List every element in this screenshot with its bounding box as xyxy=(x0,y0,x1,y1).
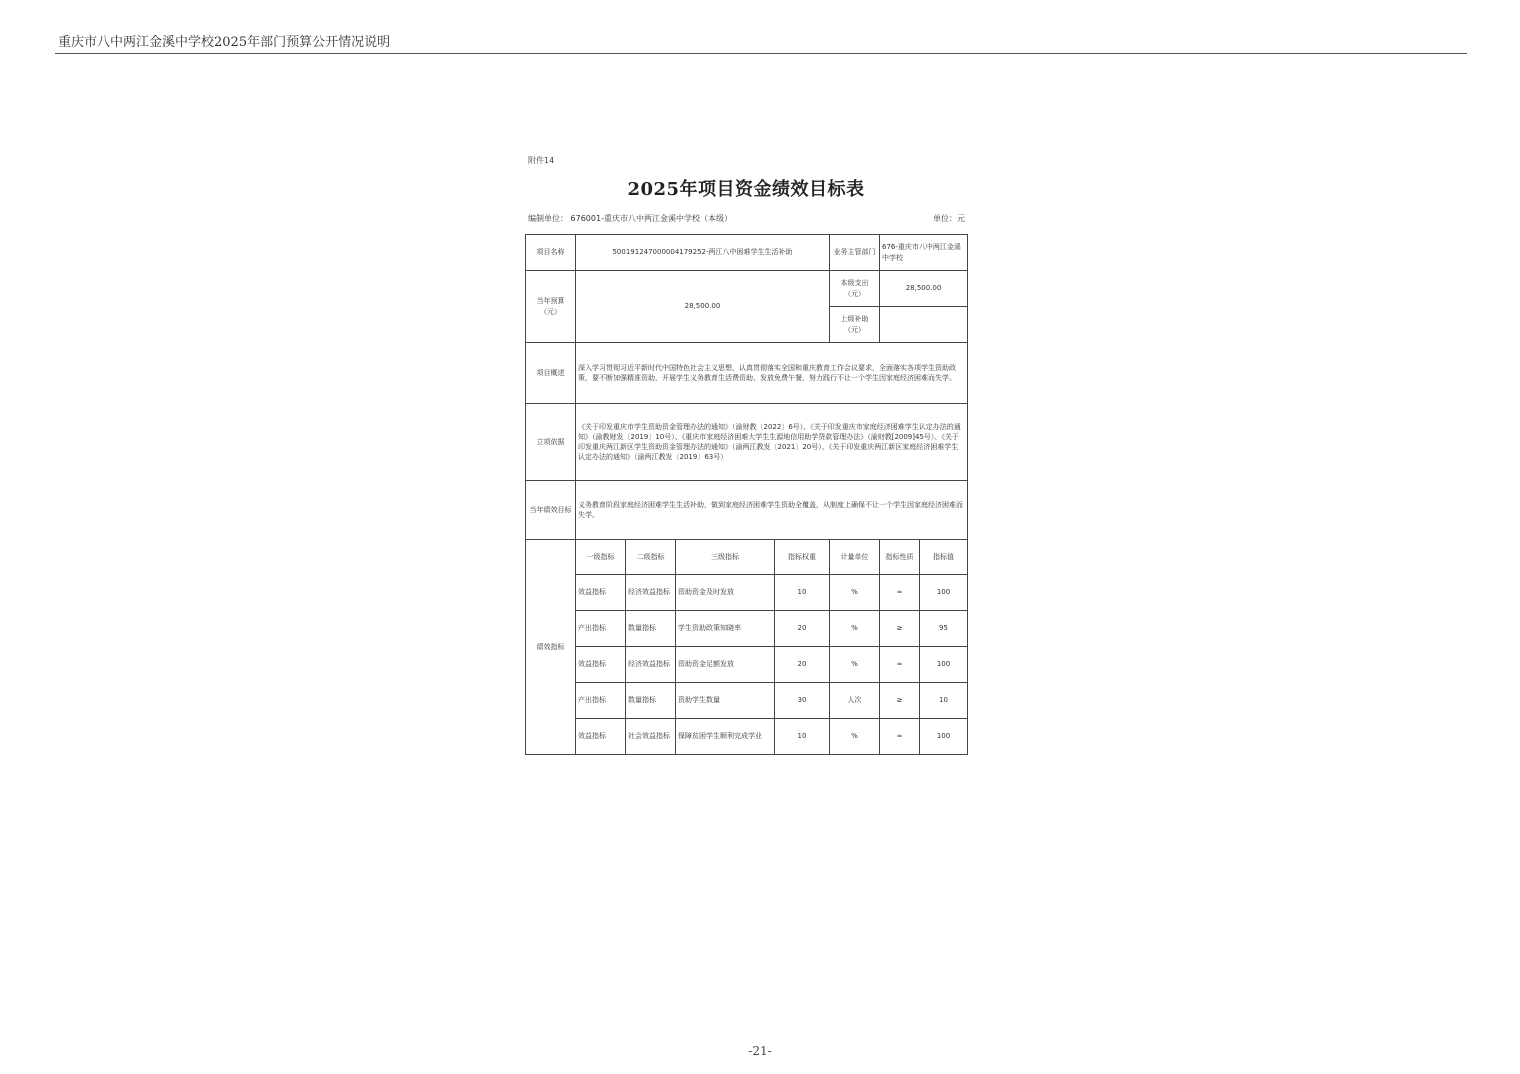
table-row xyxy=(526,611,968,647)
indicator-header: 二级指标 xyxy=(626,540,676,575)
indicator-value: 95 xyxy=(920,611,968,647)
indicator-nature: ═ xyxy=(880,575,920,611)
compiling-unit: 编制单位： 676001-重庆市八中两江金溪中学校（本级） xyxy=(528,214,732,223)
indicator-level1: 产出指标 xyxy=(576,683,626,719)
indicator-level1: 产出指标 xyxy=(576,611,626,647)
page-header-title: 重庆市八中两江金溪中学校2025年部门预算公开情况说明 xyxy=(58,35,391,50)
indicator-weight: 10 xyxy=(775,575,830,611)
indicator-level3: 资助学生数量 xyxy=(676,683,775,719)
table-row xyxy=(526,235,968,271)
indicator-level1: 效益指标 xyxy=(576,719,626,755)
dept-label: 业务主管部门 xyxy=(830,235,880,271)
upper-subsidy-label: 上级补助（元） xyxy=(830,307,880,343)
indicator-weight: 10 xyxy=(775,719,830,755)
form-title: 2025年项目资金绩效目标表 xyxy=(627,179,865,200)
indicator-level2: 经济效益指标 xyxy=(626,647,676,683)
indicator-header: 一级指标 xyxy=(576,540,626,575)
indicator-unit: % xyxy=(830,575,880,611)
indicator-weight: 20 xyxy=(775,647,830,683)
local-spending-value: 28,500.00 xyxy=(880,271,968,307)
indicator-level3: 资助资金及时发放 xyxy=(676,575,775,611)
indicator-unit: % xyxy=(830,647,880,683)
table-row xyxy=(526,683,968,719)
indicator-header: 指标性质 xyxy=(880,540,920,575)
indicator-level1: 效益指标 xyxy=(576,647,626,683)
overview-text: 深入学习贯彻习近平新时代中国特色社会主义思想，认真贯彻落实全国和重庆教育工作会议要求，全面落实各项学生资助政策，要不断加强精准资助，开展学生义务教育生活费资助、发放免费午餐，努力践行不让一个学生因家庭经济困难而失学。 xyxy=(576,343,968,404)
budget-label: 当年预算（元） xyxy=(526,271,576,343)
indicator-value: 100 xyxy=(920,575,968,611)
indicator-value: 10 xyxy=(920,683,968,719)
indicator-level2: 经济效益指标 xyxy=(626,575,676,611)
performance-form xyxy=(525,155,967,755)
table-row xyxy=(526,343,968,404)
upper-subsidy-value xyxy=(880,307,968,343)
indicator-weight: 20 xyxy=(775,611,830,647)
indicator-level3: 保障贫困学生顺利完成学业 xyxy=(676,719,775,755)
table-row xyxy=(526,404,968,481)
basis-text: 《关于印发重庆市学生资助资金管理办法的通知》（渝财教〔2022〕6号）、《关于印发重庆市家庭经济困难学生认定办法的通知》（渝教财发〔2019〕10号）、《重庆市家庭经济困难大学生生源地信用助学贷款管理办法》（渝财教[2009]45号）、《关于印发重庆两江新区学生资助资金管理办法的通知》（渝两江教发〔2021〕20号）、《关于印发重庆两江新区家庭经济困难学生认定办法的通知》（渝两江教发〔2019〕63号） xyxy=(576,404,968,481)
indicator-level1: 效益指标 xyxy=(576,575,626,611)
indicator-unit: % xyxy=(830,611,880,647)
indicator-nature: ═ xyxy=(880,647,920,683)
basis-label: 立项依据 xyxy=(526,404,576,481)
indicator-level2: 数量指标 xyxy=(626,611,676,647)
indicator-header: 指标值 xyxy=(920,540,968,575)
page-number: -21- xyxy=(748,1044,772,1058)
indicator-level2: 数量指标 xyxy=(626,683,676,719)
goal-label: 当年绩效目标 xyxy=(526,481,576,540)
overview-label: 项目概述 xyxy=(526,343,576,404)
budget-value: 28,500.00 xyxy=(576,271,830,343)
performance-table xyxy=(525,234,968,755)
table-row xyxy=(526,719,968,755)
project-name-label: 项目名称 xyxy=(526,235,576,271)
indicator-value: 100 xyxy=(920,719,968,755)
attachment-label: 附件14 xyxy=(528,156,555,165)
local-spending-label: 本级支出（元） xyxy=(830,271,880,307)
indicator-value: 100 xyxy=(920,647,968,683)
indicator-weight: 30 xyxy=(775,683,830,719)
table-row xyxy=(526,271,968,307)
indicator-level3: 资助资金足额发放 xyxy=(676,647,775,683)
indicator-nature: ≥ xyxy=(880,683,920,719)
project-name-value: 500191247000004179252-两江八中困难学生生活补助 xyxy=(576,235,830,271)
indicators-label: 绩效指标 xyxy=(526,540,576,755)
dept-value: 676-重庆市八中两江金溪中学校 xyxy=(880,235,968,271)
indicator-nature: ═ xyxy=(880,719,920,755)
table-row xyxy=(526,647,968,683)
indicator-unit: 人次 xyxy=(830,683,880,719)
indicator-header: 指标权重 xyxy=(775,540,830,575)
currency-unit: 单位：元 xyxy=(933,214,965,223)
indicator-unit: % xyxy=(830,719,880,755)
form-meta-row xyxy=(525,213,967,234)
indicator-header: 三级指标 xyxy=(676,540,775,575)
table-row xyxy=(526,481,968,540)
indicator-header: 计量单位 xyxy=(830,540,880,575)
indicator-level3: 学生资助政策知晓率 xyxy=(676,611,775,647)
table-row xyxy=(526,575,968,611)
header-divider xyxy=(55,53,1467,54)
table-row xyxy=(526,540,968,575)
indicator-nature: ≥ xyxy=(880,611,920,647)
indicator-level2: 社会效益指标 xyxy=(626,719,676,755)
goal-text: 义务教育阶段家庭经济困难学生生活补助，做到家庭经济困难学生资助全覆盖，从制度上确保不让一个学生因家庭经济困难而失学。 xyxy=(576,481,968,540)
